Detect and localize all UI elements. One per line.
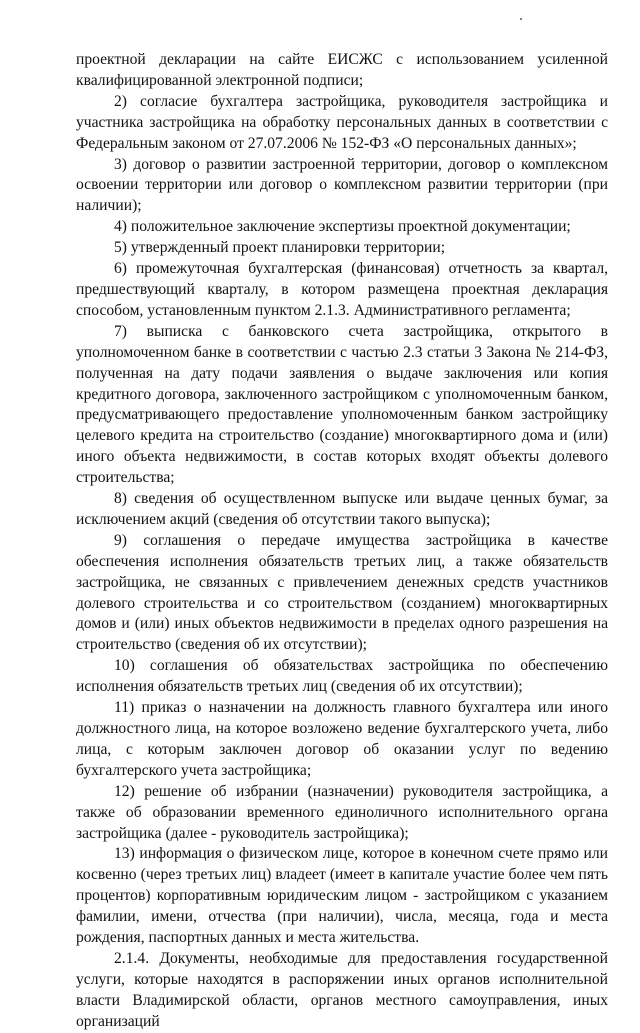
list-item-11: 11) приказ о назначении на должность главного бухгалтера или иного должностного лица, на которое возложено ведение бухгалтерского учета, либо лица, с которым заключен договор об оказании услуг по ведению бухгалтерского учета застройщика; (76, 699, 608, 779)
list-item-4: 4) положительное заключение экспертизы проектной документации; (114, 218, 571, 236)
list-item-2: 2) согласие бухгалтера застройщика, руководителя застройщика и участника застройщика на обработку персональных данных в соответствии с Федеральным законом от 27.07.2006 № 152-ФЗ «О персональных данных»; (76, 92, 608, 152)
list-item-6: 6) промежуточная бухгалтерская (финансовая) отчетность за квартал, предшествующий кварталу, в котором размещена проектная декларация способом, установленным пунктом 2.1.3. Административного регламента; (76, 260, 608, 319)
list-item-10: 10) соглашения об обязательствах застройщика по обеспечению исполнения обязательств третьих лиц (сведения об их отсутствии); (76, 657, 608, 696)
section-2-1-4: 2.1.4. Документы, необходимые для предоставления государственной услуги, которые находятся в распоряжении иных органов исполнительной власти Владимирской области, органов местного самоуправления, иных организаций (76, 949, 608, 1030)
list-item-13: 13) информация о физическом лице, которое в конечном счете прямо или косвенно (через третьих лиц) владеет (имеет в капитале участие более чем пять процентов) корпоративным юридическим лицом - застройщиком с указанием фамилии, имени, отчества (при наличии), числа, месяца, года и места рождения, паспортных данных и места жительства. (76, 845, 608, 947)
list-item-9: 9) соглашения о передаче имущества застройщика в качестве обеспечения исполнения обязательств третьих лиц, а также обязательств застройщика, не связанных с привлечением денежных средств участников долевого строительства и со строительством (созданием) многоквартирных домов и (или) иных объектов недвижимости в пределах одного разрешения на строительство (сведения об их отсутствии); (76, 531, 608, 654)
document-body (76, 50, 608, 1033)
paragraph-continuation: проектной декларации на сайте ЕИСЖС с использованием усиленной квалифицированной электронной подписи; (76, 51, 608, 89)
scan-speck (520, 18, 522, 20)
list-item-12: 12) решение об избрании (назначении) руководителя застройщика, а также об образовании временного единоличного исполнительного органа застройщика (далее - руководитель застройщика); (76, 782, 608, 842)
list-item-7: 7) выписка с банковского счета застройщика, открытого в уполномоченном банке в соответствии с частью 2.3 статьи 3 Закона № 214-ФЗ, полученная на дату подачи заявления о выдаче заключения или копия кредитного договора, заключенного застройщиком с уполномоченным банком, предусматривающего предоставление уполномоченным банком застройщику целевого кредита на строительство (создание) многоквартирного дома и (или) иного объекта недвижимости, в состав которых входят объекты долевого строительства; (76, 322, 608, 487)
list-item-5: 5) утвержденный проект планировки территории; (114, 239, 446, 257)
list-item-8: 8) сведения об осуществленном выпуске или выдаче ценных бумаг, за исключением акций (сведения об отсутствии такого выпуска); (76, 490, 608, 528)
list-item-3: 3) договор о развитии застроенной территории, договор о комплексном освоении территории или договор о комплексном развитии территории (при наличии); (76, 155, 608, 215)
